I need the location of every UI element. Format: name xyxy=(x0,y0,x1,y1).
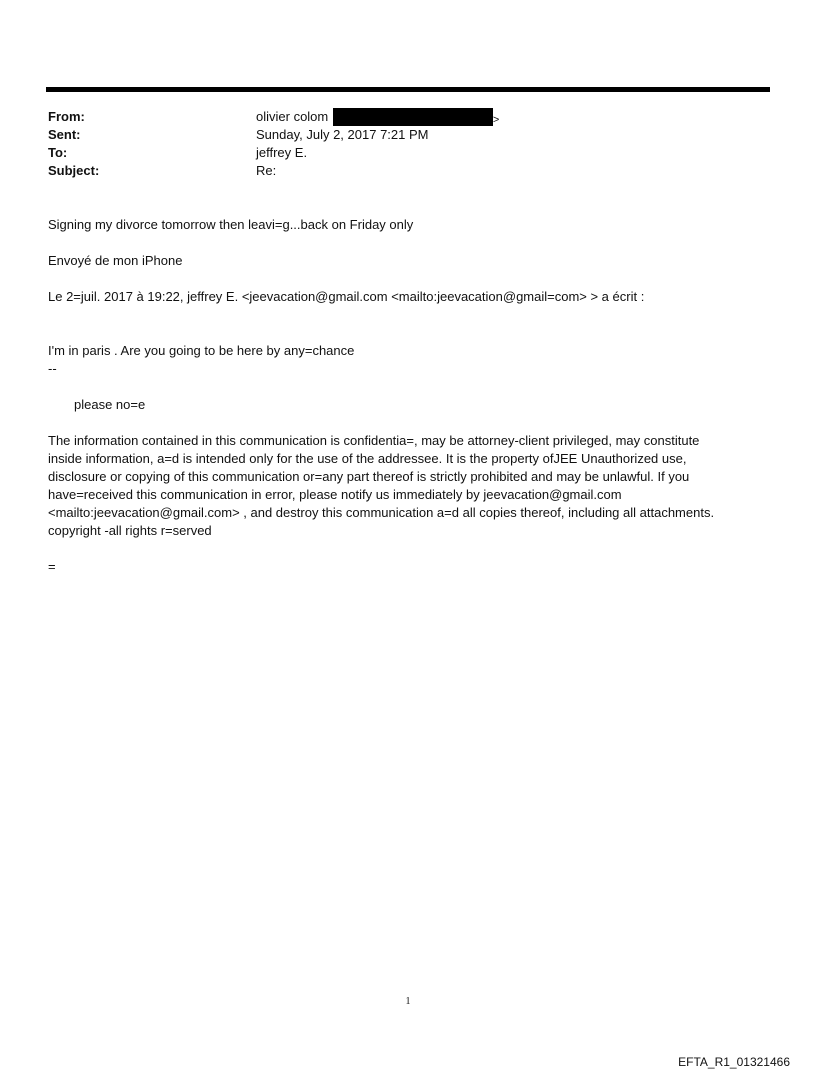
disclaimer-line: copyright -all rights r=served xyxy=(48,523,212,538)
from-name: olivier colom xyxy=(256,109,329,124)
subject-label: Subject: xyxy=(48,163,100,178)
to-row xyxy=(48,144,493,162)
page-number: 1 xyxy=(405,996,411,1007)
quoted-message: I'm in paris . Are you going to be here by any=chance xyxy=(48,343,355,358)
disclaimer-line: The information contained in this communication is confidentia=, may be attorney-client privileged, may constitute xyxy=(48,433,700,448)
quoted-header: Le 2=juil. 2017 à 19:22, jeffrey E. <jeevacation@gmail.com <mailto:jeevacation@gmail=com> > a écrit : xyxy=(48,289,645,304)
signature-text: please no=e xyxy=(74,397,146,412)
disclaimer-line: inside information, a=d is intended only for the use of the addressee. It is the property ofJEE Unauthorized use, xyxy=(48,451,687,466)
sent-row xyxy=(48,126,493,144)
from-value xyxy=(256,108,500,126)
trailing-marker: = xyxy=(48,559,56,574)
redaction-box xyxy=(333,108,500,126)
document-id-stamp: EFTA_R1_01321466 xyxy=(678,1055,790,1069)
signature-separator: -- xyxy=(48,361,57,376)
body-line-1: Signing my divorce tomorrow then leavi=g...back on Friday only xyxy=(48,217,414,232)
redaction-tail-mark: > xyxy=(492,114,500,126)
email-body xyxy=(48,216,768,576)
disclaimer xyxy=(48,432,768,540)
disclaimer-line: have=received this communication in error, please notify us immediately by jeevacation@gmail.com xyxy=(48,487,622,502)
subject-row xyxy=(48,162,493,180)
to-label: To: xyxy=(48,145,68,160)
sent-label: Sent: xyxy=(48,127,81,142)
from-label: From: xyxy=(48,109,85,124)
to-value: jeffrey E. xyxy=(256,145,308,160)
disclaimer-line: <mailto:jeevacation@gmail.com> , and destroy this communication a=d all copies thereof, including all attachments. xyxy=(48,505,715,520)
from-row xyxy=(48,108,500,126)
sent-value: Sunday, July 2, 2017 7:21 PM xyxy=(256,127,429,142)
header-rule xyxy=(46,87,770,92)
email-header xyxy=(48,108,500,180)
disclaimer-line: disclosure or copying of this communication or=any part thereof is strictly prohibited and may be unlawful. If you xyxy=(48,469,690,484)
body-line-2: Envoyé de mon iPhone xyxy=(48,253,183,268)
subject-value: Re: xyxy=(256,163,277,178)
